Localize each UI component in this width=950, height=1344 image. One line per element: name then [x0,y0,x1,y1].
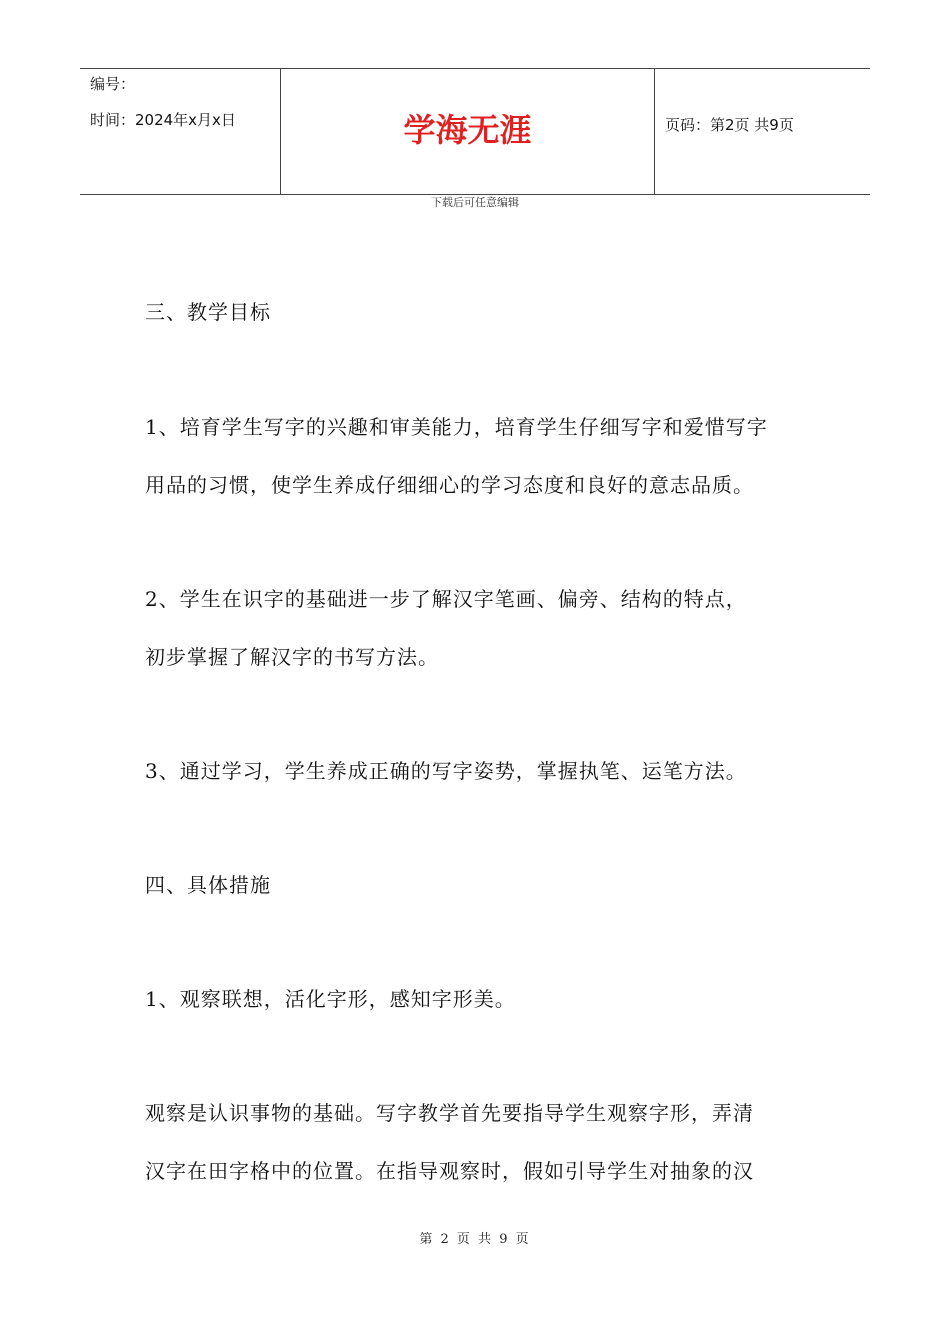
download-note: 下载后可任意编辑 [431,196,519,209]
document-header [80,68,870,195]
number-label: 编号： [90,75,136,93]
goal1-line2: 用品的习惯，使学生养成仔细细心的学习态度和良好的意志品质。 [145,473,754,497]
section4-title: 四、具体措施 [145,873,271,897]
section3-title: 三、教学目标 [145,300,271,324]
goal1-line1: 1、培育学生写字的兴趣和审美能力，培育学生仔细写字和爱惜写字 [145,415,768,439]
page-info: 页码：第2页 共9页 [665,116,794,134]
measure1: 1、观察联想，活化字形，感知字形美。 [145,987,516,1011]
body-line2: 汉字在田字格中的位置。在指导观察时，假如引导学生对抽象的汉 [145,1159,754,1183]
header-brand-cell [281,69,655,194]
goal3: 3、通过学习，学生养成正确的写字姿势，掌握执笔、运笔方法。 [145,759,747,783]
goal2-line1: 2、学生在识字的基础进一步了解汉字笔画、偏旁、结构的特点， [145,587,747,611]
body-line1: 观察是认识事物的基础。写字教学首先要指导学生观察字形，弄清 [145,1101,754,1125]
goal2-line2: 初步掌握了解汉字的书写方法。 [145,645,439,669]
header-right-cell [655,69,870,194]
page-footer: 第 2 页 共 9 页 [419,1232,531,1247]
brand-title: 学海无涯 [403,111,532,149]
time-label: 时间：2024年x月x日 [90,111,236,129]
header-left-cell [80,69,281,194]
